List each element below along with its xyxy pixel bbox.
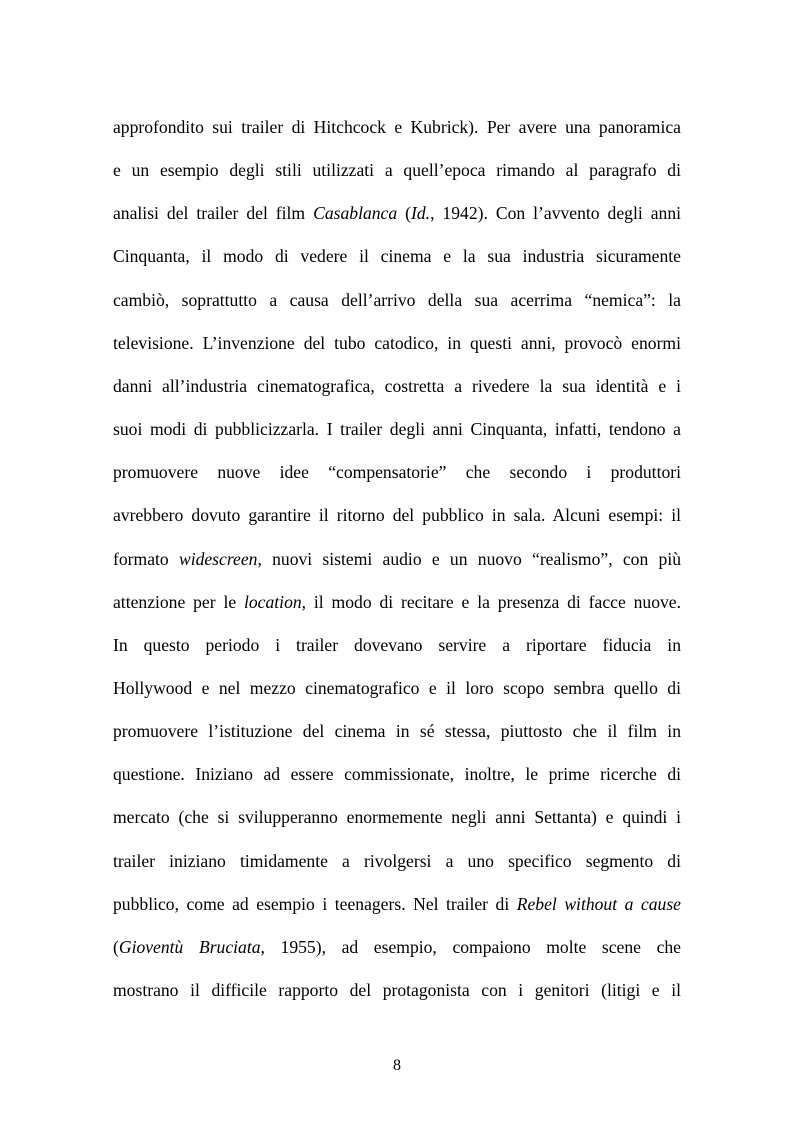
text-run: televisione. L’invenzione del tubo catodico, in questi anni, provocò enormi xyxy=(113,332,681,353)
text-line xyxy=(113,285,681,315)
text-run: suoi modi di pubblicizzarla. I trailer degli anni Cinquanta, infatti, tendono a xyxy=(113,419,681,440)
text-line xyxy=(113,328,681,358)
italic-title: Casablanca xyxy=(313,203,398,224)
text-run: danni all’industria cinematografica, costretta a rivedere la sua identità e i xyxy=(113,375,681,396)
italic-title: widescreen xyxy=(178,548,258,569)
text-line xyxy=(113,544,681,574)
text-run: questione. Iniziano ad essere commissionate, inoltre, le prime ricerche di xyxy=(113,764,681,785)
text-run: avrebbero dovuto garantire il ritorno del pubblico in sala. Alcuni esempi: il xyxy=(113,505,681,526)
text-line xyxy=(113,630,681,660)
text-line xyxy=(113,673,681,703)
text-run: attenzione per le xyxy=(113,591,244,612)
text-line xyxy=(113,155,681,185)
text-line xyxy=(113,759,681,789)
italic-title: Id. xyxy=(411,203,431,224)
text-line xyxy=(113,587,681,617)
text-run: e un esempio degli stili utilizzati a quell’epoca rimando al paragrafo di xyxy=(113,160,681,181)
text-run: approfondito sui trailer di Hitchcock e Kubrick). Per avere una panoramica xyxy=(113,117,681,137)
text-run: promuovere nuove idee “compensatorie” che secondo i produttori xyxy=(113,462,681,483)
text-line xyxy=(113,889,681,919)
text-run: , 1955), ad esempio, compaiono molte scene che xyxy=(260,936,681,957)
text-line xyxy=(113,371,681,401)
text-line xyxy=(113,112,681,142)
text-run: , 1942). Con l’avvento degli anni xyxy=(430,203,681,224)
text-run: trailer iniziano timidamente a rivolgersi a uno specifico segmento di xyxy=(113,850,681,871)
italic-title: Gioventù Bruciata xyxy=(118,936,261,957)
text-run: , nuovi sistemi audio e un nuovo “realismo”, con più xyxy=(257,548,682,569)
text-line xyxy=(113,932,681,962)
text-line xyxy=(113,457,681,487)
text-run: mercato (che si svilupperanno enormemente negli anni Settanta) e quindi i xyxy=(113,807,681,828)
text-run: ( xyxy=(113,936,119,957)
text-line xyxy=(113,802,681,832)
text-line xyxy=(113,500,681,530)
text-line xyxy=(113,241,681,271)
text-run: mostrano il difficile rapporto del protagonista con i genitori (litigi e il xyxy=(113,980,681,1000)
text-line xyxy=(113,975,681,1005)
text-run: In questo periodo i trailer dovevano servire a riportare fiducia in xyxy=(113,634,681,655)
page-number: 8 xyxy=(393,1057,401,1074)
text-line xyxy=(113,414,681,444)
text-run: pubblico, come ad esempio i teenagers. Nel trailer di xyxy=(113,893,517,914)
text-run: cambiò, soprattutto a causa dell’arrivo della sua acerrima “nemica”: la xyxy=(113,289,681,310)
text-run: ( xyxy=(397,203,411,224)
text-line xyxy=(113,846,681,876)
text-run: Hollywood e nel mezzo cinematografico e il loro scopo sembra quello di xyxy=(113,677,681,698)
italic-title: location xyxy=(244,591,302,612)
text-run: analisi del trailer del film xyxy=(113,203,314,224)
italic-title: Rebel without a cause xyxy=(516,893,681,914)
text-run: promuovere l’istituzione del cinema in sé stessa, piuttosto che il film in xyxy=(113,721,681,742)
text-run: formato xyxy=(113,548,179,569)
text-line xyxy=(113,198,681,228)
text-run: Cinquanta, il modo di vedere il cinema e la sua industria sicuramente xyxy=(113,246,681,267)
text-line xyxy=(113,716,681,746)
text-run: , il modo di recitare e la presenza di facce nuove. xyxy=(301,591,681,612)
